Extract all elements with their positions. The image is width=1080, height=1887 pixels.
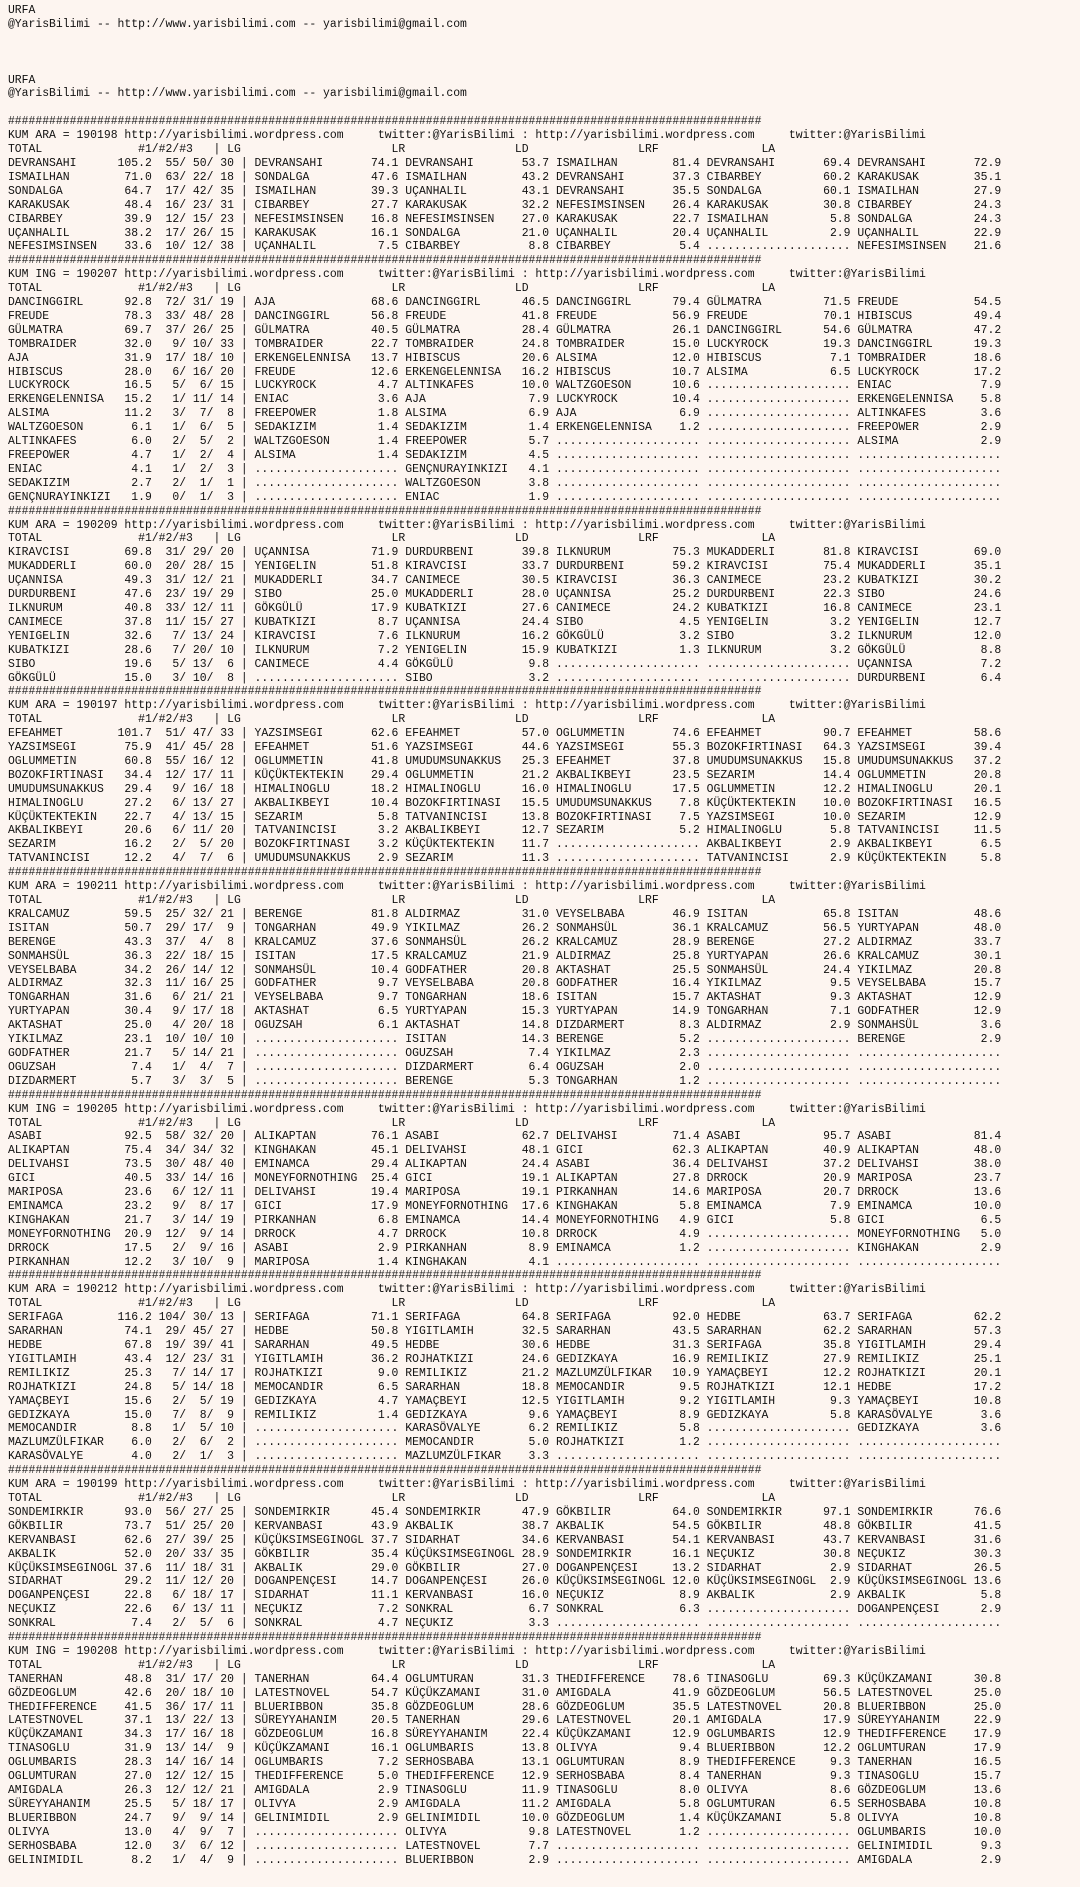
document-line: AJA 31.9 17/ 18/ 10 | ERKENGELENNISA 13.7 HIBISCUS 20.6 ALSIMA 12.0 HIBISCUS 7.1 TOMBRAIDER 18.6 <box>7 351 1002 365</box>
section-separator: ############################################################################################################## <box>7 866 762 880</box>
document-line: @YarisBilimi -- http://www.yarisbilimi.com -- yarisbilimi@gmail.com <box>7 87 467 101</box>
document-line: BERENGE 43.3 37/ 4/ 8 | KRALCAMUZ 37.6 SONMAHSÜL 26.2 KRALCAMUZ 28.9 BERENGE 27.2 ALDIRMAZ 33.7 <box>7 935 1002 949</box>
document-line: SEDAKIZIM 2.7 2/ 1/ 1 | ..................... WALTZGOESON 3.8 ..................... ..................... ..................... <box>7 476 1002 490</box>
document-line: OGLUMMETIN 60.8 55/ 16/ 12 | OGLUMMETIN 41.8 UMUDUMSUNAKKUS 25.3 EFEAHMET 37.8 UMUDUMSUNAKKUS 15.8 UMUDUMSUNAKKUS 37.2 <box>7 754 1002 768</box>
document-line: SARARHAN 74.1 29/ 45/ 27 | HEDBE 50.8 YIGITLAMIH 32.5 SARARHAN 43.5 SARARHAN 62.2 SARARHAN 57.3 <box>7 1325 1002 1339</box>
document-line <box>8 46 1072 60</box>
document-line: MONEYFORNOTHING 20.9 12/ 9/ 14 | DRROCK 4.7 DRROCK 10.8 DRROCK 4.9 ..................... MONEYFORNOTHING 5.0 <box>7 1227 1002 1241</box>
document-line: EMINAMCA 23.2 9/ 8/ 17 | GICI 17.9 MONEYFORNOTHING 17.6 KINGHAKAN 5.8 EMINAMCA 7.9 EMINAMCA 10.0 <box>7 1199 1002 1213</box>
document-line: YIKILMAZ 23.1 10/ 10/ 10 | ..................... ISITAN 14.3 BERENGE 5.2 ..................... BERENGE 2.9 <box>7 1033 1002 1047</box>
section-separator: ############################################################################################################## <box>7 1464 762 1478</box>
document-line: ERKENGELENNISA 15.2 1/ 11/ 14 | ENIAC 3.6 AJA 7.9 LUCKYROCK 10.4 ..................... ERKENGELENNISA 5.8 <box>7 393 1002 407</box>
document-line: SERHOSBABA 12.0 3/ 6/ 12 | ..................... LATESTNOVEL 7.7 ..................... ..................... GELINIMIDIL 9.3 <box>7 1839 1002 1853</box>
document-line: ISITAN 50.7 29/ 17/ 9 | TONGARHAN 49.9 YIKILMAZ 26.2 SONMAHSÜL 36.1 KRALCAMUZ 56.5 YURTYAPAN 48.0 <box>7 921 1002 935</box>
document-line: HIMALINOGLU 27.2 6/ 13/ 27 | AKBALIKBEYI 10.4 BOZOKFIRTINASI 15.5 UMUDUMSUNAKKUS 7.8 KÜÇÜKTEKTEKIN 10.0 BOZOKFIRTINASI 16.5 <box>7 796 1002 810</box>
document-line: UMUDUMSUNAKKUS 29.4 9/ 16/ 18 | HIMALINOGLU 18.2 HIMALINOGLU 16.0 HIMALINOGLU 17.5 OGLUMMETIN 12.2 HIMALINOGLU 20.1 <box>7 782 1002 796</box>
document-line: TOMBRAIDER 32.0 9/ 10/ 33 | TOMBRAIDER 22.7 TOMBRAIDER 24.8 TOMBRAIDER 15.0 LUCKYROCK 19.3 DANCINGGIRL 19.3 <box>7 337 1002 351</box>
document-line: BLUERIBBON 24.7 9/ 9/ 14 | GELINIMIDIL 2.9 GELINIMIDIL 10.0 GÖZDEOGLUM 1.4 KÜÇÜKZAMANI 5.8 OLIVYA 10.8 <box>7 1811 1002 1825</box>
document-line: GODFATHER 21.7 5/ 14/ 21 | ..................... OGUZSAH 7.4 YIKILMAZ 2.3 ..................... ..................... <box>7 1046 1002 1060</box>
document-line: UÇANHALIL 38.2 17/ 26/ 15 | KARAKUSAK 16.1 SONDALGA 21.0 UÇANHALIL 20.4 UÇANHALIL 2.9 UÇANHALIL 22.9 <box>7 226 1002 240</box>
document-line: AKBALIK 52.0 20/ 33/ 35 | GÖKBILIR 35.4 KÜÇÜKSIMSEGINOGL 28.9 SONDEMIRKIR 16.1 NEÇUKIZ 30.8 NEÇUKIZ 30.3 <box>7 1547 1002 1561</box>
document-line: EFEAHMET 101.7 51/ 47/ 33 | YAZSIMSEGI 62.6 EFEAHMET 57.0 OGLUMMETIN 74.6 EFEAHMET 90.7 EFEAHMET 58.6 <box>7 727 1002 741</box>
document-line: LATESTNOVEL 37.1 13/ 22/ 13 | SÜREYYAHANIM 20.5 TANERHAN 29.6 LATESTNOVEL 20.1 AMIGDALA 17.9 SÜREYYAHANIM 22.9 <box>7 1714 1002 1728</box>
document-line: YAZSIMSEGI 75.9 41/ 45/ 28 | EFEAHMET 51.6 YAZSIMSEGI 44.6 YAZSIMSEGI 55.3 BOZOKFIRTINASI 64.3 YAZSIMSEGI 39.4 <box>7 741 1002 755</box>
document-line: DOGANPENÇESI 22.8 6/ 18/ 17 | SIDARHAT 11.1 KERVANBASI 16.0 NEÇUKIZ 8.9 AKBALIK 2.9 AKBALIK 5.8 <box>7 1589 1002 1603</box>
document-line: URFA <box>7 73 36 87</box>
document-line: KARAKUSAK 48.4 16/ 23/ 31 | CIBARBEY 27.7 KARAKUSAK 32.2 NEFESIMSINSEN 26.4 KARAKUSAK 30.8 CIBARBEY 24.3 <box>7 198 1002 212</box>
section-separator: ############################################################################################################## <box>7 115 762 129</box>
document-line: HIBISCUS 28.0 6/ 16/ 20 | FREUDE 12.6 ERKENGELENNISA 16.2 HIBISCUS 10.7 ALSIMA 6.5 LUCKYROCK 17.2 <box>7 365 1002 379</box>
document-line: ROJHATKIZI 24.8 5/ 14/ 18 | MEMOCANDIR 6.5 SARARHAN 18.8 MEMOCANDIR 9.5 ROJHATKIZI 12.1 HEDBE 17.2 <box>7 1380 1002 1394</box>
document-line: VEYSELBABA 34.2 26/ 14/ 12 | SONMAHSÜL 10.4 GODFATHER 20.8 AKTASHAT 25.5 SONMAHSÜL 24.4 YIKILMAZ 20.8 <box>7 963 1002 977</box>
document-line <box>8 32 1072 46</box>
document-line: PIRKANHAN 12.2 3/ 10/ 9 | MARIPOSA 1.4 KINGHAKAN 4.1 ..................... ..................... ..................... <box>7 1255 1002 1269</box>
document-line: NEFESIMSINSEN 33.6 10/ 12/ 38 | UÇANHALIL 7.5 CIBARBEY 8.8 CIBARBEY 5.4 ..................... NEFESIMSINSEN 21.6 <box>7 240 1002 254</box>
section-separator: ############################################################################################################## <box>7 504 762 518</box>
document-line: MUKADDERLI 60.0 20/ 28/ 15 | YENIGELIN 51.8 KIRAVCISI 33.7 DURDURBENI 59.2 KIRAVCISI 75.4 MUKADDERLI 35.1 <box>7 560 1002 574</box>
document-line <box>8 60 1072 74</box>
document-line: OGUZSAH 7.4 1/ 4/ 7 | ..................... DIZDARMERT 6.4 OGUZSAH 2.0 ..................... ..................... <box>7 1060 1002 1074</box>
document-line: GEDIZKAYA 15.0 7/ 8/ 9 | REMILIKIZ 1.4 GEDIZKAYA 9.6 YAMAÇBEYI 8.9 GEDIZKAYA 5.8 KARASÖVALYE 3.6 <box>7 1408 1002 1422</box>
document-line: TOTAL #1/#2/#3 | LG LR LD LRF LA <box>7 894 776 907</box>
document-line: GÖKBILIR 73.7 51/ 25/ 20 | KERVANBASI 43.9 AKBALIK 38.7 AKBALIK 54.5 GÖKBILIR 48.8 GÖKBILIR 41.5 <box>7 1519 1002 1533</box>
section-separator: ############################################################################################################## <box>7 1631 762 1645</box>
document-line: WALTZGOESON 6.1 1/ 6/ 5 | SEDAKIZIM 1.4 SEDAKIZIM 1.4 ERKENGELENNISA 1.2 ..................... FREEPOWER 2.9 <box>7 421 1002 435</box>
document-line: KUBATKIZI 28.6 7/ 20/ 10 | ILKNURUM 7.2 YENIGELIN 15.9 KUBATKIZI 1.3 ILKNURUM 3.2 GÖKGÜLÜ 8.8 <box>7 643 1002 657</box>
document-line: OGLUMBARIS 28.3 14/ 16/ 14 | OGLUMBARIS 7.2 SERHOSBABA 13.1 OGLUMTURAN 8.9 THEDIFFERENCE 9.3 TANERHAN 16.5 <box>7 1756 1002 1770</box>
document-line: TOTAL #1/#2/#3 | LG LR LD LRF LA <box>7 713 776 727</box>
document-line: YAMAÇBEYI 15.6 2/ 5/ 19 | GEDIZKAYA 4.7 YAMAÇBEYI 12.5 YIGITLAMIH 9.2 YIGITLAMIH 9.3 YAMAÇBEYI 10.8 <box>7 1394 1002 1408</box>
document-line: SONDEMIRKIR 93.0 56/ 27/ 25 | SONDEMIRKIR 45.4 SONDEMIRKIR 47.9 GÖKBILIR 64.0 SONDEMIRKIR 97.1 SONDEMIRKIR 76.6 <box>7 1505 1002 1519</box>
document-line: OLIVYA 13.0 4/ 9/ 7 | ..................... OLIVYA 9.8 LATESTNOVEL 1.2 ..................... OGLUMBARIS 10.0 <box>7 1825 1002 1839</box>
document-line: KÜÇÜKZAMANI 34.3 17/ 16/ 18 | GÖZDEOGLUM 16.8 SÜREYYAHANIM 22.4 KÜÇÜKZAMANI 12.9 OGLUMBARIS 12.9 THEDIFFERENCE 17.9 <box>7 1728 1002 1742</box>
document-line: DEVRANSAHI 105.2 55/ 50/ 30 | DEVRANSAHI 74.1 DEVRANSAHI 53.7 ISMAILHAN 81.4 DEVRANSAHI 69.4 DEVRANSAHI 72.9 <box>7 156 1002 170</box>
document-line: SÜREYYAHANIM 25.5 5/ 18/ 17 | OLIVYA 2.9 AMIGDALA 11.2 AMIGDALA 5.8 OGLUMTURAN 6.5 SERHOSBABA 10.8 <box>7 1797 1002 1811</box>
document-line: REMILIKIZ 25.3 7/ 14/ 17 | ROJHATKIZI 9.0 REMILIKIZ 21.2 MAZLUMZÜLFIKAR 10.9 YAMAÇBEYI 12.2 ROJHATKIZI 20.1 <box>7 1366 1002 1380</box>
document-line: GENÇNURAYINKIZI 1.9 0/ 1/ 3 | ..................... ENIAC 1.9 ..................... ..................... ..................... <box>7 490 1002 504</box>
document-line: ALSIMA 11.2 3/ 7/ 8 | FREEPOWER 1.8 ALSIMA 6.9 AJA 6.9 ..................... ALTINKAFES 3.6 <box>7 407 1002 421</box>
section-separator: ############################################################################################################## <box>7 254 762 268</box>
document-line: MAZLUMZÜLFIKAR 6.0 2/ 6/ 2 | ..................... MEMOCANDIR 5.0 ROJHATKIZI 1.2 ..................... ..................... <box>7 1436 1002 1450</box>
document-line: YIGITLAMIH 43.4 12/ 23/ 31 | YIGITLAMIH 36.2 ROJHATKIZI 24.6 GEDIZKAYA 16.9 REMILIKIZ 27.9 REMILIKIZ 25.1 <box>7 1352 1002 1366</box>
document-line: LUCKYROCK 16.5 5/ 6/ 15 | LUCKYROCK 4.7 ALTINKAFES 10.0 WALTZGOESON 10.6 ..................... ENIAC 7.9 <box>7 379 1002 393</box>
document-line: MARIPOSA 23.6 6/ 12/ 11 | DELIVAHSI 19.4 MARIPOSA 19.1 PIRKANHAN 14.6 MARIPOSA 20.7 DRROCK 13.6 <box>7 1186 1002 1200</box>
document-line: TOTAL #1/#2/#3 | LG LR LD LRF LA <box>7 1297 776 1311</box>
document-line: @YarisBilimi -- http://www.yarisbilimi.com -- yarisbilimi@gmail.com <box>7 17 467 31</box>
document-line: KUM ING = 190208 http://yarisbilimi.wordpress.com twitter:@YarisBilimi : http://yarisbilimi.wordpress.com twitter:@YarisBilimi <box>7 1644 926 1658</box>
document-line: FREUDE 78.3 33/ 48/ 28 | DANCINGGIRL 56.8 FREUDE 41.8 FREUDE 56.9 FREUDE 70.1 HIBISCUS 49.4 <box>7 309 1002 323</box>
document-line: TOTAL #1/#2/#3 | LG LR LD LRF LA <box>7 143 776 157</box>
document-line: DRROCK 17.5 2/ 9/ 16 | ASABI 2.9 PIRKANHAN 8.9 EMINAMCA 1.2 ..................... KINGHAKAN 2.9 <box>7 1241 1002 1255</box>
document-line: TOTAL #1/#2/#3 | LG LR LD LRF LA <box>7 282 776 296</box>
document-line: GÖKGÜLÜ 15.0 3/ 10/ 8 | ..................... SIBO 3.2 ..................... ..................... DURDURBENI 6.4 <box>7 671 1002 685</box>
document-line: KUM ARA = 190209 http://yarisbilimi.wordpress.com twitter:@YarisBilimi : http://yarisbilimi.wordpress.com twitter:@YarisBilimi <box>7 518 926 532</box>
document-line: URFA <box>7 4 36 17</box>
document-line: KIRAVCISI 69.8 31/ 29/ 20 | UÇANNISA 71.9 DURDURBENI 39.8 ILKNURUM 75.3 MUKADDERLI 81.8 KIRAVCISI 69.0 <box>7 546 1002 560</box>
document-line: OGLUMTURAN 27.0 12/ 12/ 15 | THEDIFFERENCE 5.0 THEDIFFERENCE 12.9 SERHOSBABA 8.4 TANERHAN 9.3 TINASOGLU 15.7 <box>7 1770 1002 1784</box>
document-line: KUM ING = 190207 http://yarisbilimi.wordpress.com twitter:@YarisBilimi : http://yarisbilimi.wordpress.com twitter:@YarisBilimi <box>7 268 926 282</box>
document-line: ENIAC 4.1 1/ 2/ 3 | ..................... GENÇNURAYINKIZI 4.1 ..................... ..................... ..................... <box>7 462 1002 476</box>
document-line: ALDIRMAZ 32.3 11/ 16/ 25 | GODFATHER 9.7 VEYSELBABA 20.8 GODFATHER 16.4 YIKILMAZ 9.5 VEYSELBABA 15.7 <box>7 977 1002 991</box>
document-line: ALIKAPTAN 75.4 34/ 34/ 32 | KINGHAKAN 45.1 DELIVAHSI 48.1 GICI 62.3 ALIKAPTAN 40.9 ALIKAPTAN 48.0 <box>7 1144 1002 1158</box>
document-line: KÜÇÜKSIMSEGINOGL 37.6 11/ 18/ 31 | AKBALIK 29.0 GÖKBILIR 27.0 DOGANPENÇESI 13.2 SIDARHAT 2.9 SIDARHAT 26.5 <box>7 1561 1002 1575</box>
document-line: DELIVAHSI 73.5 30/ 48/ 40 | EMINAMCA 29.4 ALIKAPTAN 24.4 ASABI 36.4 DELIVAHSI 37.2 DELIVAHSI 38.0 <box>7 1158 1002 1172</box>
section-separator: ############################################################################################################## <box>7 1088 762 1102</box>
document-line: ASABI 92.5 58/ 32/ 20 | ALIKAPTAN 76.1 ASABI 62.7 DELIVAHSI 71.4 ASABI 95.7 ASABI 81.4 <box>7 1130 1002 1144</box>
section-separator: ############################################################################################################## <box>7 1269 762 1283</box>
document-line: GELINIMIDIL 8.2 1/ 4/ 9 | ..................... BLUERIBBON 2.9 ..................... ..................... AMIGDALA 2.9 <box>7 1853 1002 1867</box>
document-line: KUM ARA = 190199 http://yarisbilimi.wordpress.com twitter:@YarisBilimi : http://yarisbilimi.wordpress.com twitter:@YarisBilimi <box>7 1478 926 1492</box>
document-line: CANIMECE 37.8 11/ 15/ 27 | KUBATKIZI 8.7 UÇANNISA 24.4 SIBO 4.5 YENIGELIN 3.2 YENIGELIN 12.7 <box>7 615 1002 629</box>
document-line: YENIGELIN 32.6 7/ 13/ 24 | KIRAVCISI 7.6 ILKNURUM 16.2 GÖKGÜLÜ 3.2 SIBO 3.2 ILKNURUM 12.0 <box>7 629 1002 643</box>
section-separator: ############################################################################################################## <box>7 685 762 699</box>
document-line: SONMAHSÜL 36.3 22/ 18/ 15 | ISITAN 17.5 KRALCAMUZ 21.9 ALDIRMAZ 25.8 YURTYAPAN 26.6 KRALCAMUZ 30.1 <box>7 949 1002 963</box>
document-line <box>8 101 1072 115</box>
document-line: TATVANINCISI 12.2 4/ 7/ 6 | UMUDUMSUNAKKUS 2.9 SEZARIM 11.3 ..................... TATVANINCISI 2.9 KÜÇÜKTEKTEKIN 5.8 <box>7 852 1002 866</box>
document-line: KUM ING = 190205 http://yarisbilimi.wordpress.com twitter:@YarisBilimi : http://yarisbilimi.wordpress.com twitter:@YarisBilimi <box>7 1102 926 1116</box>
document-line: TOTAL #1/#2/#3 | LG LR LD LRF LA <box>7 1658 776 1672</box>
document-line: THEDIFFERENCE 41.5 36/ 17/ 11 | BLUERIBBON 35.8 GÖZDEOGLUM 28.6 GÖZDEOGLUM 35.5 LATESTNOVEL 20.8 BLUERIBBON 25.0 <box>7 1700 1002 1714</box>
document-line: KUM ARA = 190197 http://yarisbilimi.wordpress.com twitter:@YarisBilimi : http://yarisbilimi.wordpress.com twitter:@YarisBilimi <box>7 699 926 713</box>
document-line: KÜÇÜKTEKTEKIN 22.7 4/ 13/ 15 | SEZARIM 5.8 TATVANINCISI 13.8 BOZOKFIRTINASI 7.5 YAZSIMSEGI 10.0 SEZARIM 12.9 <box>7 810 1002 824</box>
document-line: GICI 40.5 33/ 14/ 16 | MONEYFORNOTHING 25.4 GICI 19.1 ALIKAPTAN 27.8 DRROCK 20.9 MARIPOSA 23.7 <box>7 1172 1002 1186</box>
document-line: SONDALGA 64.7 17/ 42/ 35 | ISMAILHAN 39.3 UÇANHALIL 43.1 DEVRANSAHI 35.5 SONDALGA 60.1 ISMAILHAN 27.9 <box>7 184 1002 198</box>
document-line: KINGHAKAN 21.7 3/ 14/ 19 | PIRKANHAN 6.8 EMINAMCA 14.4 MONEYFORNOTHING 4.9 GICI 5.8 GICI 6.5 <box>7 1213 1002 1227</box>
document-line: KUM ARA = 190212 http://yarisbilimi.wordpress.com twitter:@YarisBilimi : http://yarisbilimi.wordpress.com twitter:@YarisBilimi <box>7 1283 926 1297</box>
document-line: SERIFAGA 116.2 104/ 30/ 13 | SERIFAGA 71.1 SERIFAGA 64.8 SERIFAGA 92.0 HEDBE 63.7 SERIFAGA 62.2 <box>7 1311 1002 1325</box>
document-line: GÜLMATRA 69.7 37/ 26/ 25 | GÜLMATRA 40.5 GÜLMATRA 28.4 GÜLMATRA 26.1 DANCINGGIRL 54.6 GÜLMATRA 47.2 <box>7 323 1002 337</box>
document-line: TOTAL #1/#2/#3 | LG LR LD LRF LA <box>7 532 776 546</box>
document-line: KUM ARA = 190198 http://yarisbilimi.wordpress.com twitter:@YarisBilimi : http://yarisbilimi.wordpress.com twitter:@YarisBilimi <box>7 129 926 143</box>
document-line: GÖZDEOGLUM 42.6 20/ 18/ 10 | LATESTNOVEL 54.7 KÜÇÜKZAMANI 31.0 AMIGDALA 41.9 GÖZDEOGLUM 56.5 LATESTNOVEL 25.0 <box>7 1686 1002 1700</box>
document-line: KARASÖVALYE 4.0 2/ 1/ 3 | ..................... MAZLUMZÜLFIKAR 3.3 ..................... ..................... ..................... <box>7 1450 1002 1464</box>
document-line: UÇANNISA 49.3 31/ 12/ 21 | MUKADDERLI 34.7 CANIMECE 30.5 KIRAVCISI 36.3 CANIMECE 23.2 KUBATKIZI 30.2 <box>7 574 1002 588</box>
document-line: SIDARHAT 29.2 11/ 12/ 20 | DOGANPENÇESI 14.7 DOGANPENÇESI 26.0 KÜÇÜKSIMSEGINOGL 12.0 KÜÇÜKSIMSEGINOGL 2.9 KÜÇÜKSIMSEGINOGL 13.6 <box>7 1575 1002 1589</box>
document-line: AKTASHAT 25.0 4/ 20/ 18 | OGUZSAH 6.1 AKTASHAT 14.8 DIZDARMERT 8.3 ALDIRMAZ 2.9 SONMAHSÜL 3.6 <box>7 1019 1002 1033</box>
document-line: SEZARIM 16.2 2/ 5/ 20 | BOZOKFIRTINASI 3.2 KÜÇÜKTEKTEKIN 11.7 ..................... AKBALIKBEYI 2.9 AKBALIKBEYI 6.5 <box>7 838 1002 852</box>
document-line: DANCINGGIRL 92.8 72/ 31/ 19 | AJA 68.6 DANCINGGIRL 46.5 DANCINGGIRL 79.4 GÜLMATRA 71.5 FREUDE 54.5 <box>7 296 1002 310</box>
document-line: CIBARBEY 39.9 12/ 15/ 23 | NEFESIMSINSEN 16.8 NEFESIMSINSEN 27.0 KARAKUSAK 22.7 ISMAILHAN 5.8 SONDALGA 24.3 <box>7 212 1002 226</box>
document-line: BOZOKFIRTINASI 34.4 12/ 17/ 11 | KÜÇÜKTEKTEKIN 29.4 OGLUMMETIN 21.2 AKBALIKBEYI 23.5 SEZARIM 14.4 OGLUMMETIN 20.8 <box>7 768 1002 782</box>
document-line: FREEPOWER 4.7 1/ 2/ 4 | ALSIMA 1.4 SEDAKIZIM 4.5 ..................... ..................... ..................... <box>7 449 1002 462</box>
document-line: TANERHAN 48.8 31/ 17/ 20 | TANERHAN 64.4 OGLUMTURAN 31.3 THEDIFFERENCE 78.6 TINASOGLU 69.3 KÜÇÜKZAMANI 30.8 <box>7 1672 1002 1686</box>
document-line: DURDURBENI 47.6 23/ 19/ 29 | SIBO 25.0 MUKADDERLI 28.0 UÇANNISA 25.2 DURDURBENI 22.3 SIBO 24.6 <box>7 588 1002 602</box>
document-line: KUM ARA = 190211 http://yarisbilimi.wordpress.com twitter:@YarisBilimi : http://yarisbilimi.wordpress.com twitter:@YarisBilimi <box>7 880 926 894</box>
document-line: TOTAL #1/#2/#3 | LG LR LD LRF LA <box>7 1491 776 1505</box>
document-line: TOTAL #1/#2/#3 | LG LR LD LRF LA <box>7 1116 776 1130</box>
document-line: KERVANBASI 62.6 27/ 39/ 25 | KÜÇÜKSIMSEGINOGL 37.7 SIDARHAT 34.6 KERVANBASI 54.1 KERVANBASI 43.7 KERVANBASI 31.6 <box>7 1533 1002 1547</box>
document-line: SIBO 19.6 5/ 13/ 6 | CANIMECE 4.4 GÖKGÜLÜ 9.8 ..................... ..................... UÇANNISA 7.2 <box>7 657 1002 671</box>
document-line: ALTINKAFES 6.0 2/ 5/ 2 | WALTZGOESON 1.4 FREEPOWER 5.7 ..................... ..................... ALSIMA 2.9 <box>7 435 1002 449</box>
document-line: ISMAILHAN 71.0 63/ 22/ 18 | SONDALGA 47.6 ISMAILHAN 43.2 DEVRANSAHI 37.3 CIBARBEY 60.2 KARAKUSAK 35.1 <box>7 170 1002 184</box>
document-line: NEÇUKIZ 22.6 6/ 13/ 11 | NEÇUKIZ 7.2 SONKRAL 6.7 SONKRAL 6.3 ..................... DOGANPENÇESI 2.9 <box>7 1603 1002 1617</box>
document-line: MEMOCANDIR 8.8 1/ 5/ 10 | ..................... KARASÖVALYE 6.2 REMILIKIZ 5.8 ..................... GEDIZKAYA 3.6 <box>7 1422 1002 1436</box>
document-line: ILKNURUM 40.8 33/ 12/ 11 | GÖKGÜLÜ 17.9 KUBATKIZI 27.6 CANIMECE 24.2 KUBATKIZI 16.8 CANIMECE 23.1 <box>7 601 1002 615</box>
document-line: HEDBE 67.8 19/ 39/ 41 | SARARHAN 49.5 HEDBE 30.6 HEDBE 31.3 SERIFAGA 35.8 YIGITLAMIH 29.4 <box>7 1339 1002 1352</box>
document-line: YURTYAPAN 30.4 9/ 17/ 18 | AKTASHAT 6.5 YURTYAPAN 15.3 YURTYAPAN 14.9 TONGARHAN 7.1 GODFATHER 12.9 <box>7 1005 1002 1019</box>
document-line: AMIGDALA 26.3 12/ 12/ 21 | AMIGDALA 2.9 TINASOGLU 11.9 TINASOGLU 8.0 OLIVYA 8.6 GÖZDEOGLUM 13.6 <box>7 1784 1002 1797</box>
document-line: TINASOGLU 31.9 13/ 14/ 9 | KÜÇÜKZAMANI 16.1 OGLUMBARIS 13.8 OLIVYA 9.4 BLUERIBBON 12.2 OGLUMTURAN 17.9 <box>7 1742 1002 1756</box>
document-line: TONGARHAN 31.6 6/ 21/ 21 | VEYSELBABA 9.7 TONGARHAN 18.6 ISITAN 15.7 AKTASHAT 9.3 AKTASHAT 12.9 <box>7 991 1002 1005</box>
document-line: KRALCAMUZ 59.5 25/ 32/ 21 | BERENGE 81.8 ALDIRMAZ 31.0 VEYSELBABA 46.9 ISITAN 65.8 ISITAN 48.6 <box>7 907 1002 921</box>
document-line: AKBALIKBEYI 20.6 6/ 11/ 20 | TATVANINCISI 3.2 AKBALIKBEYI 12.7 SEZARIM 5.2 HIMALINOGLU 5.8 TATVANINCISI 11.5 <box>7 824 1002 838</box>
document-line: DIZDARMERT 5.7 3/ 3/ 5 | ..................... BERENGE 5.3 TONGARHAN 1.2 ..................... ..................... <box>7 1074 1002 1088</box>
document-line: SONKRAL 7.4 2/ 5/ 6 | SONKRAL 4.7 NEÇUKIZ 3.3 ..................... ..................... ..................... <box>7 1617 1002 1631</box>
